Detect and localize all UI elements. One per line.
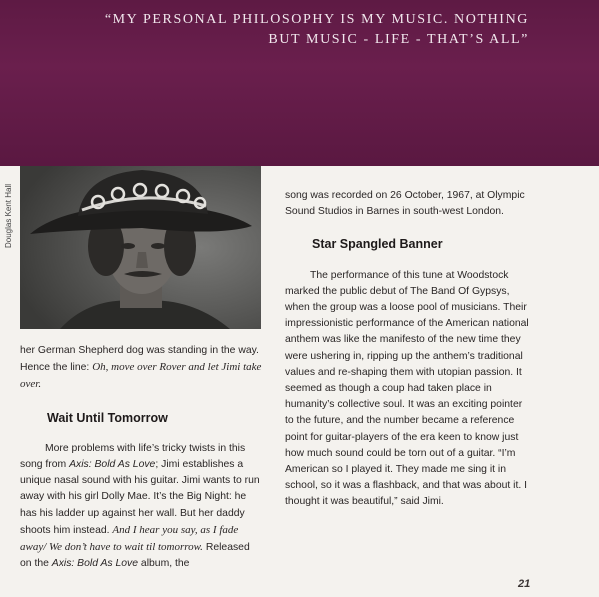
- album-title: Axis: Bold As Love: [51, 558, 139, 570]
- right-paragraph-2: The performance of this tune at Woodstock marked the public debut of The Band Of Gypsys, when the group was a loose pool of musicians. Their impressionistic performance of the American national anthem was like the manifesto of the new time they were ushering in, ripping up the anthem’s traditional values and re-shaping them with utopian passion. It seemed as though a coup had taken place in humanity’s collective soul. It was an exciting pointer to the future, and the number became a reference point for guitar-players of the era keen to know just how much sound could be torn out of a guitar. “I’m American so I played it. They made me sing it in school, so it was a flashback, and that was about it. I thought it was beautiful,” said Jimi.: [285, 269, 529, 508]
- pull-quote: [105, 10, 529, 50]
- heading-star-spangled-banner: Star Spangled Banner: [312, 237, 443, 252]
- album-title: Axis: Bold As Love: [69, 459, 156, 471]
- lyric-quote: Oh, move over Rover and let Jimi take over.: [20, 361, 262, 391]
- quote-line-2: BUT MUSIC - LIFE - THAT’S ALL”: [268, 32, 529, 47]
- header-banner: [0, 0, 599, 166]
- heading-wait-until-tomorrow: Wait Until Tomorrow: [47, 410, 168, 425]
- right-column: [285, 188, 531, 511]
- lyric-quote: And I hear you say,: [112, 523, 198, 536]
- right-paragraph-1: song was recorded on 26 October, 1967, at Olympic Sound Studios in Barnes in south-west London.: [285, 190, 525, 218]
- left-paragraph-1: her German Shepherd dog was standing in the way. Hence the line: Oh, move over Rover and let Jimi take over.: [20, 345, 262, 391]
- left-column: [20, 343, 264, 572]
- left-paragraph-2: More problems with life’s tricky twists in this song from Axis: Bold As Love; Jimi establishes a unique nasal sound with his guitar. Jimi wants to run away with his girl Dolly Mae. It’s the Big Night: he has his ladder up against her wall. But her daddy shoots him instead. And I hear you say, as I fade away/ We don’t have to wait til tomorrow. Released on the Axis: Bold As Love album, the: [20, 442, 260, 570]
- photo-credit: Douglas Kent Hall: [4, 183, 13, 248]
- page-number: 21: [518, 578, 531, 590]
- lyric-quote: as I fade away/ We don’t have to wait til tomorrow.: [20, 523, 239, 554]
- quote-line-1: “MY PERSONAL PHILOSOPHY IS MY MUSIC. NOTHING: [104, 12, 529, 27]
- portrait-photo: [20, 166, 261, 329]
